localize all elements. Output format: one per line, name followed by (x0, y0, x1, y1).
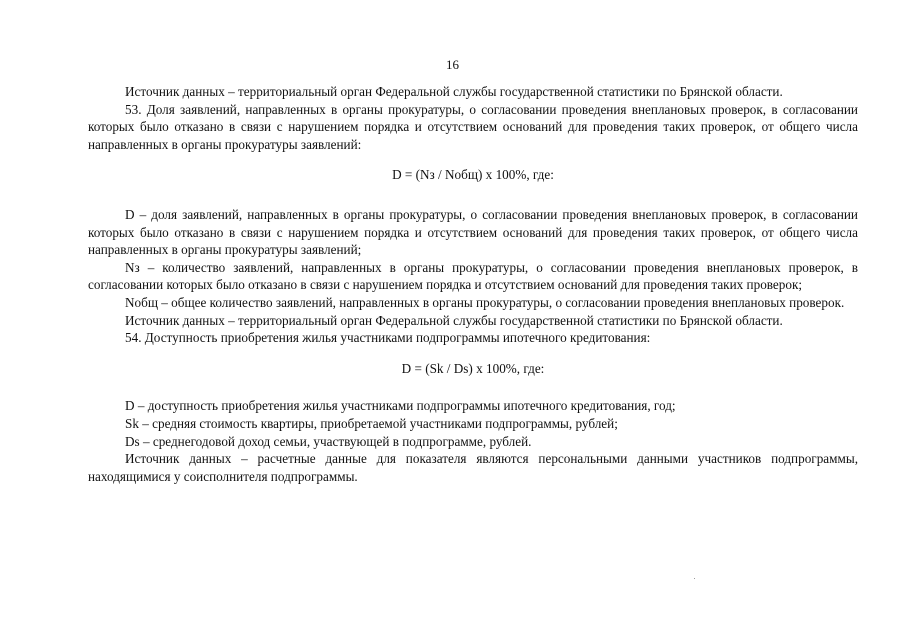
paragraph-definition-nobsch: Nобщ – общее количество заявлений, направленных в органы прокуратуры, о согласовании проведения внеплановых проверок. (125, 294, 845, 310)
paragraph-data-source-2: Источник данных – территориальный орган Федеральной службы государственной статистики по Брянской области. (125, 312, 783, 328)
page-number: 16 (446, 57, 459, 72)
paragraph-definition-d-affordability: D – доступность приобретения жилья участниками подпрограммы ипотечного кредитования, год; (125, 398, 676, 414)
formula-d-nz-nobsch: D = (Nз / Nобщ) x 100%, где: (392, 167, 554, 183)
paragraph-item-53: 53. Доля заявлений, направленных в органы прокуратуры, о согласовании проведения внеплановых проверок, в согласовании которых было отказано в связи с нарушением порядка и отсутствием оснований для проведения таких проверок, от общего числа направленных в органы прокуратуры заявлений: (88, 101, 858, 152)
formula-d-sk-ds: D = (Sk / Ds) x 100%, где: (401, 360, 545, 376)
paragraph-definition-ds: Ds – среднегодовой доход семьи, участвующей в подпрограмме, рублей. (125, 433, 532, 449)
paragraph-data-source-3: Источник данных – расчетные данные для показателя являются персональными данными участников подпрограммы, находящимися у соисполнителя подпрограммы. (88, 451, 858, 484)
paragraph-definition-sk: Sk – средняя стоимость квартиры, приобретаемой участниками подпрограммы, рублей; (125, 415, 618, 431)
paragraph-data-source-1: Источник данных – территориальный орган Федеральной службы государственной статистики по Брянской области. (125, 84, 783, 99)
document-body (88, 83, 858, 485)
paragraph-definition-d-share: D – доля заявлений, направленных в органы прокуратуры, о согласовании проведения внеплановых проверок, в согласовании которых было отказано в связи с нарушением порядка и отсутствием оснований для проведения таких проверок, от общего числа направленных в органы прокуратуры заявлений; (88, 206, 858, 258)
paragraph-definition-nz: Nз – количество заявлений, направленных в органы прокуратуры, о согласовании проведения внеплановых проверок, в согласовании которых было отказано в связи с нарушением порядка и отсутствием оснований для проведения таких проверок; (88, 259, 858, 293)
scan-speck (694, 578, 695, 579)
paragraph-item-54: 54. Доступность приобретения жилья участниками подпрограммы ипотечного кредитования: (125, 330, 651, 346)
